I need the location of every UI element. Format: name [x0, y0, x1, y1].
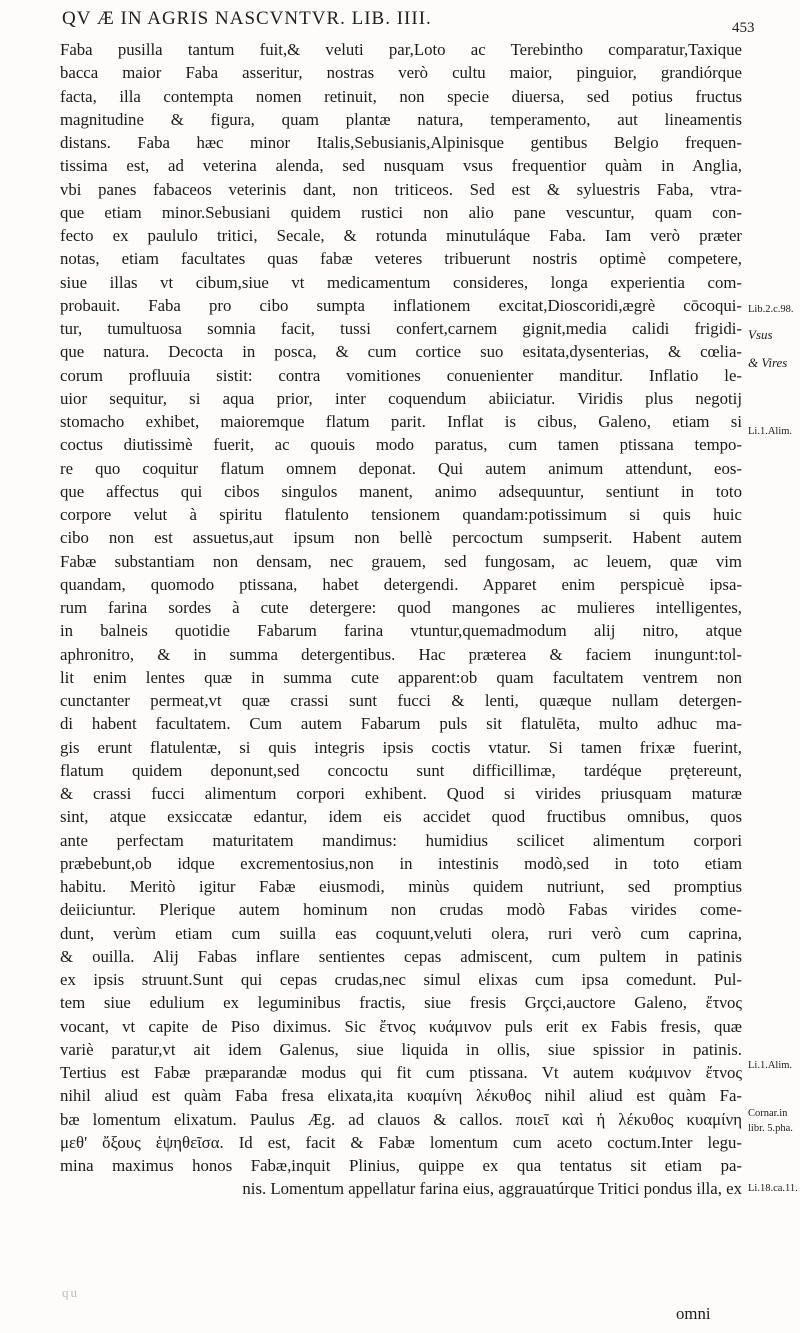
text-line: di habent facultatem. Cum autem Fabarum puls sit flatulēta, multo adhuc ma- [60, 714, 742, 734]
text-line: quandam, quomodo ptissana, habet detergendi. Apparet enim perspicuè ipsa- [60, 574, 742, 594]
text-line: corum profluuia sistit: contra vomitiones conuenienter manditur. Inflatio le- [60, 365, 742, 385]
text-line: flatum quidem deponunt,sed concoctu sunt difficillimæ, tardéque prętereunt, [60, 760, 742, 780]
text-line: bæ lomentum elixatum. Paulus Æg. ad clauos & callos. ποιεῖ καὶ ἡ λέκυθος κυαμίνη [60, 1109, 742, 1129]
margin-note: Cornar.in [748, 1108, 788, 1119]
text-line: tur, tumultuosa somnia facit, tussi confert,carnem gignit,media calidi frigidi- [60, 319, 742, 338]
margin-note: Li.1.Alim. [748, 426, 793, 437]
text-line: ante perfectam maturitatem mandimus: humidius scilicet alimentum corpori [60, 830, 742, 850]
text-line: aphronitro, & in summa detergentibus. Hac præterea & faciem inungunt:tol- [60, 644, 742, 664]
text-line: & ouilla. Alij Fabas inflare sentientes cepas admiscent, cum pultem in patinis [60, 946, 742, 966]
text-line: distans. Faba hæc minor Italis,Sebusianis,Alpinisque gentibus Belgio frequen- [60, 133, 742, 152]
margin-note: Vsus [748, 327, 773, 342]
text-line: cunctanter permeat,vt quæ crassi sunt fucci & lenti, quæque nullam detergen- [60, 691, 742, 710]
margin-note: Li.18.ca.11. [748, 1183, 798, 1194]
body-text [60, 38, 742, 1201]
text-line: que etiam minor.Sebusiani quidem rustici non alio pane vescuntur, quam con- [60, 202, 742, 222]
text-line: cibo non est assuetus,aut ipsum non bellè percoctum sumpserit. Habent autem [60, 528, 742, 548]
text-line: siue illas vt cibum,siue vt medicamentum consideres, longa experientia com- [60, 272, 742, 292]
text-line: tissima est, ad veterina alenda, sed nusquam vsus frequentior quàm in Anglia, [60, 156, 742, 176]
text-line: facta, illa contempta nomen retinuit, non specie diuersa, sed potius fructus [60, 86, 742, 106]
page-number: 453 [732, 20, 755, 36]
text-line: gis erunt flatulentæ, si quis integris ipsis coctis vtatur. Si tamen frixæ fuerint, [60, 737, 742, 757]
text-line: coctus diutissimè fuerit, ac quouis modo paratus, cum tamen ptissana tempo- [60, 435, 742, 455]
text-line: dunt, verùm etiam cum suilla eas coquunt,veluti olera, ruri verò cum caprina, [60, 923, 742, 943]
text-line: Fabæ substantiam non densam, nec grauem, sed fungosam, ac leuem, quæ vim [60, 551, 742, 571]
margin-note: Lib.2.c.98. [748, 304, 794, 315]
text-line: stomacho exhibet, maioremque flatum parit. Inflat is cibus, Galeno, etiam si [60, 412, 742, 431]
text-line: Faba pusilla tantum fuit,& veluti par,Loto ac Terebintho comparatur,Taxique [60, 40, 742, 59]
text-line: μεθ' ὄξους ἑψηθεῖσα. Id est, facit & Fabæ lomentum cum aceto coctum.Inter legu- [60, 1132, 742, 1152]
text-line: lit enim lentes quæ in summa cute apparent:ob quam facultatem ventrem non [60, 667, 742, 687]
text-line: uior sequitur, si aqua prior, inter coquendum abiiciatur. Viridis plus negotij [60, 388, 742, 408]
text-line: bacca maior Faba asseritur, nostras verò cultu maior, pinguior, grandiórque [60, 63, 742, 83]
text-line: probauit. Faba pro cibo sumpta inflationem excitat,Dioscoridi,ægrè cōcoqui- [60, 295, 742, 315]
text-line: corpore velut à spiritu flatulento tensionem quandam:potissimum si quis huic [60, 505, 742, 524]
text-line: & crassi fucci alimentum corpori exhibent. Quod si virides priusquam maturæ [60, 784, 742, 803]
text-line: nis. Lomentum appellatur farina eius, aggrauatúrque Tritici pondus illa, ex [242, 1179, 742, 1199]
text-line: notas, etiam facultates quas fabæ veteres tribuerunt nostris optimè competere, [60, 249, 742, 269]
text-line: re quo coquitur flatum omnem deponat. Qui autem animum attendunt, eos- [60, 458, 742, 478]
catchword: omni [676, 1304, 711, 1323]
text-line: præbebunt,ob idque excrementosius,non in intestinis modò,sed in toto etiam [60, 853, 742, 873]
text-line: tem siue edulium ex leguminibus fractis, siue fresis Grçci,auctore Galeno, ἔτνος [60, 993, 742, 1013]
running-title: QV Æ IN AGRIS NASCVNTVR. LIB. IIII. [62, 8, 432, 29]
text-line: in balneis quotidie Fabarum farina vtuntur,quemadmodum alij nitro, atque [60, 621, 742, 641]
margin-note: Li.1.Alim. [748, 1060, 793, 1071]
text-line: magnitudine & figura, quam plantæ natura, temperamento, aut lineamentis [60, 109, 742, 129]
text-line: deiiciuntur. Plerique autem hominum non crudas modò Fabas virides come- [60, 900, 742, 920]
text-line: fecto ex paululo tritici, Secale, & rotunda minutuláque Faba. Iam verò præter [60, 226, 742, 245]
margin-note: libr. 5.pha. [748, 1123, 793, 1134]
text-line: variè paratur,vt ait idem Galenus, siue liquida in ollis, siue spissior in patinis. [60, 1039, 742, 1059]
text-line: mina maximus honos Fabæ,inquit Plinius, quippe ex qua tentatus sit etiam pa- [60, 1156, 742, 1175]
text-line: habitu. Meritò igitur Fabæ eiusmodi, minùs quidem nutriunt, sed promptius [60, 877, 742, 896]
text-line: que affectus qui cibos singulos manent, animo adsequuntur, sentiunt in toto [60, 481, 742, 501]
text-line: rum farina sordes à cute detergere: quod mangones ac mulieres intelligentes, [60, 598, 742, 617]
text-line: que natura. Decocta in posca, & cum cortice suo esitata,dysenterias, & cœlia- [60, 342, 742, 362]
text-line: nihil aliud est quàm Faba fresa elixata,ita κυαμίνη λέκυθος nihil aliud est quàm Fa- [60, 1086, 742, 1106]
bleed-through-marks: qu [62, 1285, 79, 1300]
text-line: ex ipsis struunt.Sunt qui cepas crudas,nec simul elixas cum ipsa comedunt. Pul- [60, 970, 742, 989]
text-line: Tertius est Fabæ præparandæ modus qui fit cum ptissana. Vt autem κυάμινον ἔτνος [60, 1063, 742, 1082]
margin-note: & Vires [748, 355, 788, 370]
text-line: sint, atque exsiccatæ edantur, idem eis accidet quod fructibus omnibus, quos [60, 807, 742, 827]
text-line: vocant, vt capite de Piso diximus. Sic ἔτνος κυάμινον puls erit ex Fabis fresis, quæ [60, 1016, 742, 1036]
text-line: vbi panes fabaceos veterinis dant, non triticeos. Sed est & syluestris Faba, vtra- [60, 179, 742, 199]
